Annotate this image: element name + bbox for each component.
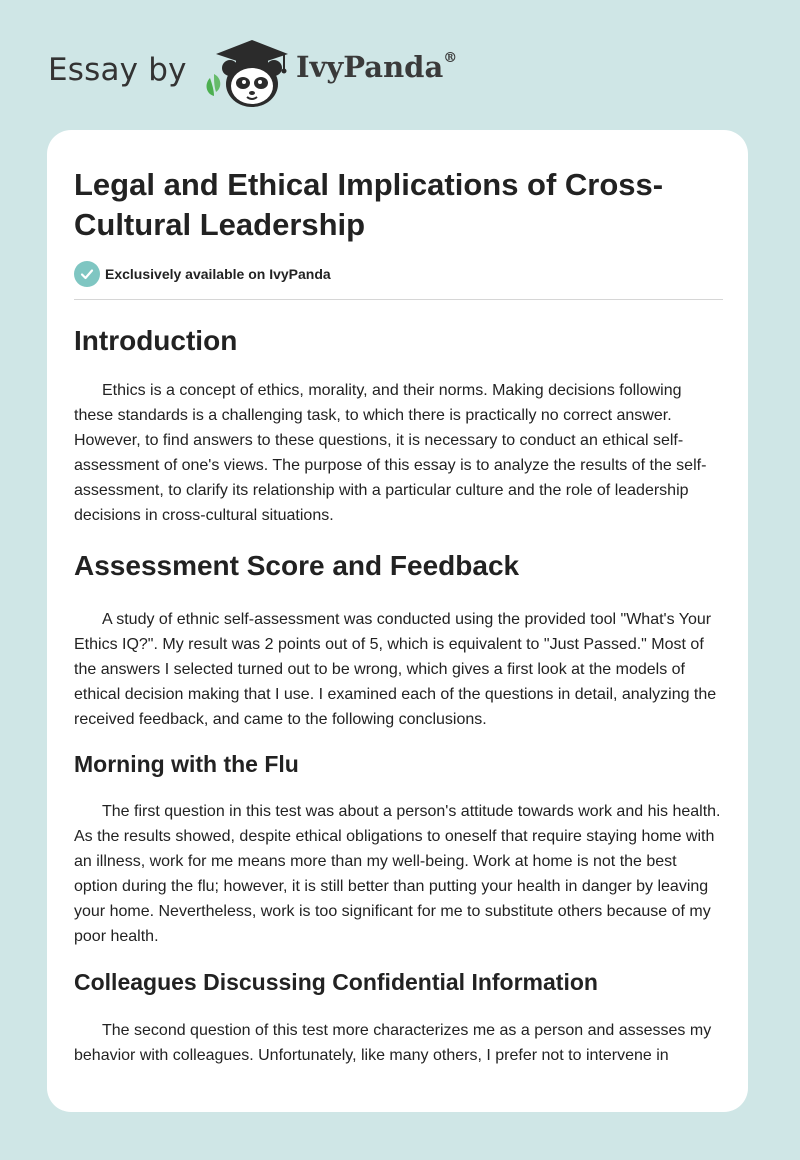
section-heading-assessment: Assessment Score and Feedback — [74, 550, 520, 581]
divider — [74, 299, 723, 300]
section-paragraph-flu: The first question in this test was about a person's attitude towards work and his health. As the results showed, despite ethical obligations to oneself that require staying home with an illness, work for me means more than my well-being. Work at home is not the best option during the flu; however, it is still better than putting your health in danger by leaving your home. Nevertheless, work is too significant for me to substitute others because of my poor health. — [74, 803, 721, 945]
essay-card — [47, 130, 748, 1112]
essay-content — [74, 130, 723, 1068]
panda-graduate-icon[interactable] — [202, 34, 292, 110]
check-circle-icon — [74, 261, 100, 287]
brand-name[interactable]: IvyPanda® — [296, 50, 458, 84]
section-heading-flu: Morning with the Flu — [74, 751, 299, 777]
section-paragraph-introduction: Ethics is a concept of ethics, morality, and their norms. Making decisions following these standards is a challenging task, to which there is practically no correct answer. However, to find answers to these questions, it is necessary to conduct an ethical self-assessment of one's views. The purpose of this essay is to analyze the results of the self-assessment, to clarify its relationship with a particular culture and the role of leadership decisions in cross-cultural situations. — [74, 382, 707, 524]
section-heading-colleagues: Colleagues Discussing Confidential Information — [74, 969, 598, 995]
site-header — [48, 34, 548, 114]
exclusive-label: Exclusively available on IvyPanda — [105, 266, 331, 282]
section-heading-introduction: Introduction — [74, 325, 238, 356]
exclusive-badge — [74, 261, 723, 287]
page-title: Legal and Ethical Implications of Cross-Cultural Leadership — [74, 167, 664, 242]
section-paragraph-assessment: A study of ethnic self-assessment was conducted using the provided tool "What's Your Ethics IQ?". My result was 2 points out of 5, which is equivalent to "Just Passed." Most of the answers I selected turned out to be wrong, which gives a first look at the models of ethical decision making that I use. I examined each of the questions in detail, analyzing the received feedback, and came to the following conclusions. — [74, 611, 717, 728]
brand-prefix: Essay by — [48, 52, 187, 88]
section-paragraph-colleagues: The second question of this test more characterizes me as a person and assesses my behavior with colleagues. Unfortunately, like many others, I prefer not to intervene in — [74, 1022, 712, 1064]
